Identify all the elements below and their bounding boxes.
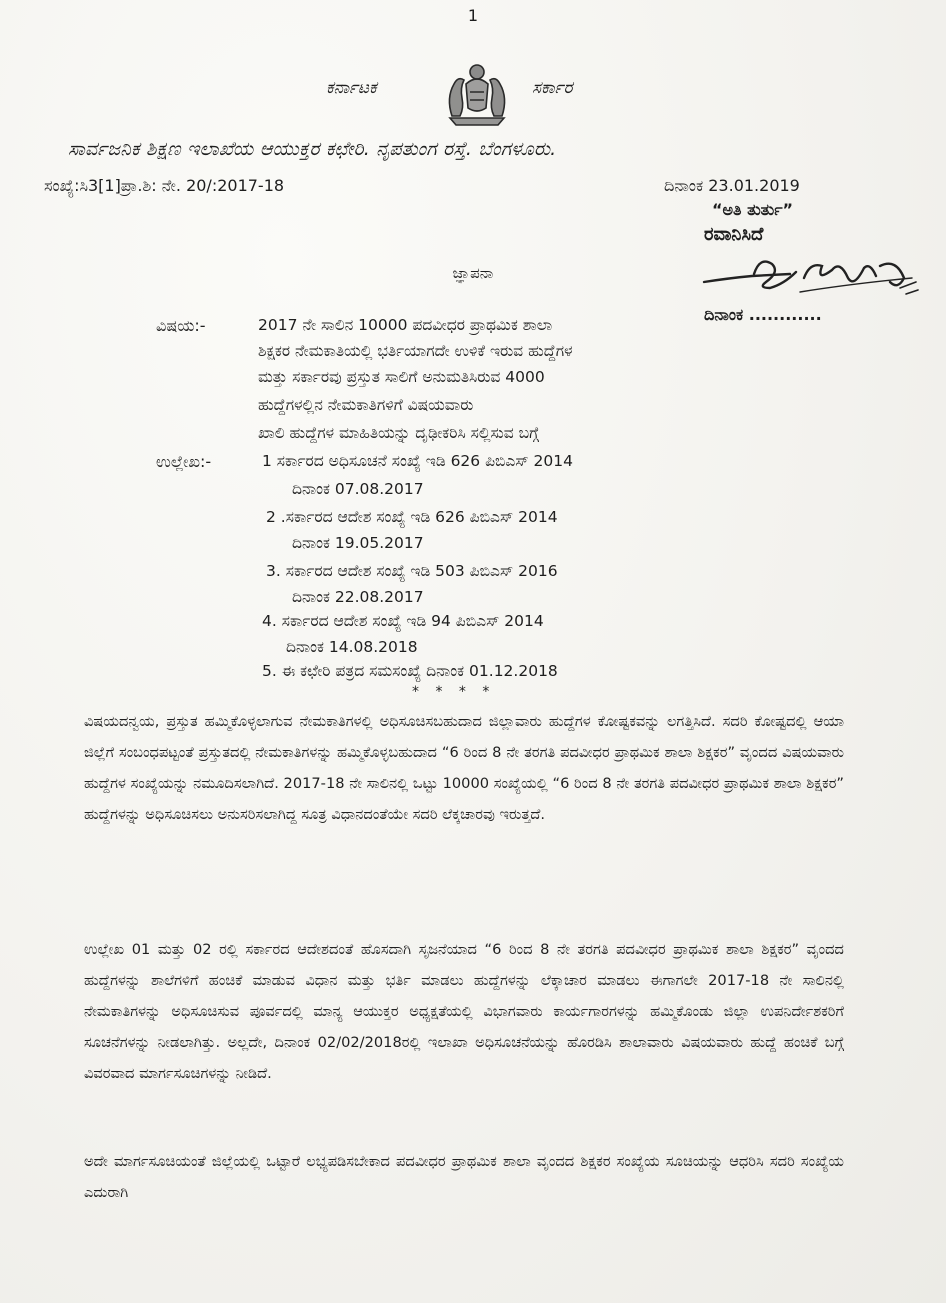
letter-date: ದಿನಾಂಕ 23.01.2019: [664, 176, 800, 195]
subject-line: ಮತ್ತು ಸರ್ಕಾರವು ಪ್ರಸ್ತುತ ಸಾಲಿಗೆ ಅನುಮತಿಸಿರುವ 4000: [258, 368, 545, 386]
gov-title-left: ಕರ್ನಾಟಕ: [326, 78, 377, 98]
gov-title-right: ಸರ್ಕಾರ: [532, 78, 573, 98]
reference-item: 4. ಸರ್ಕಾರದ ಆದೇಶ ಸಂಖ್ಯೆ ಇಡಿ 94 ಪಿಬಿಎಸ್ 2014: [262, 612, 544, 630]
references-label: ಉಲ್ಲೇಖ:-: [156, 452, 212, 471]
reference-date: ದಿನಾಂಕ 19.05.2017: [292, 534, 424, 552]
memo-title: ಜ್ಞಾಪನಾ: [452, 264, 494, 282]
dispatch-date: ದಿನಾಂಕ ............: [704, 305, 822, 324]
urgent-label: “ಅತಿ ತುರ್ತು”: [712, 200, 794, 219]
subject-line: ಖಾಲಿ ಹುದ್ದೆಗಳ ಮಾಹಿತಿಯನ್ನು ದೃಢೀಕರಿಸಿ ಸಲ್ಲಿಸುವ ಬಗ್ಗೆ: [258, 424, 539, 442]
reference-item: 3. ಸರ್ಕಾರದ ಆದೇಶ ಸಂಖ್ಯೆ ಇಡಿ 503 ಪಿಬಿಎಸ್ 2016: [266, 562, 558, 580]
state-emblem-icon: [436, 58, 518, 128]
reference-number: ಸಂಖ್ಯೆ:ಸಿ3[1]ಪ್ರಾ.ಶಿ: ನೇ. 20/:2017-18: [44, 176, 285, 195]
subject-line: ಹುದ್ದೆಗಳಲ್ಲಿನ ನೇಮಕಾತಿಗಳಿಗೆ ವಿಷಯವಾರು: [258, 396, 474, 414]
body-paragraph: ಅದೇ ಮಾರ್ಗಸೂಚಿಯಂತೆ ಜಿಲ್ಲೆಯಲ್ಲಿ ಒಟ್ಟಾರೆ ಲಭ್ಯಪಡಿಸಬೇಕಾದ ಪದವೀಧರ ಪ್ರಾಥಮಿಕ ಶಾಲಾ ವೃಂದದ ಶಿಕ್ಷಕರ ಸಂಖ್ಯೆಯ ಸೂಚಿಯನ್ನು ಆಧರಿಸಿ ಸದರಿ ಸಂಖ್ಯೆಯ ಎದುರಾಗಿ: [84, 1153, 844, 1201]
subject-line: 2017 ನೇ ಸಾಲಿನ 10000 ಪದವೀಧರ ಪ್ರಾಥಮಿಕ ಶಾಲಾ: [258, 316, 553, 334]
office-name: ಸಾರ್ವಜನಿಕ ಶಿಕ್ಷಣ ಇಲಾಖೆಯ ಆಯುಕ್ತರ ಕಛೇರಿ. ನೃಪತುಂಗ ರಸ್ತೆ. ಬೆಂಗಳೂರು.: [68, 138, 557, 160]
reference-date: ದಿನಾಂಕ 14.08.2018: [286, 638, 418, 656]
reference-item: 5. ಈ ಕಛೇರಿ ಪತ್ರದ ಸಮಸಂಖ್ಯೆ ದಿನಾಂಕ 01.12.2018: [262, 662, 558, 680]
subject-label: ವಿಷಯ:-: [156, 316, 206, 335]
body-paragraph: ವಿಷಯದನ್ವಯ, ಪ್ರಸ್ತುತ ಹಮ್ಮಿಕೊಳ್ಳಲಾಗುವ ನೇಮಕಾತಿಗಳಲ್ಲಿ ಅಧಿಸೂಚಿಸಬಹುದಾದ ಜಿಲ್ಲಾವಾರು ಹುದ್ದೆಗಳ ಕೋಷ್ಟಕವನ್ನು ಲಗತ್ತಿಸಿದೆ. ಸದರಿ ಕೋಷ್ಟದಲ್ಲಿ ಆಯಾ ಜಿಲ್ಲೆಗೆ ಸಂಬಂಧಪಟ್ಟಂತೆ ಪ್ರಸ್ತುತದಲ್ಲಿ ನೇಮಕಾತಿಗಳನ್ನು ಹಮ್ಮಿಕೊಳ್ಳಬಹುದಾದ “6 ರಿಂದ 8 ನೇ ತರಗತಿ ಪದವೀಧರ ಪ್ರಾಥಮಿಕ ಶಾಲಾ ಶಿಕ್ಷಕರ” ವೃಂದದ ವಿಷಯವಾರು ಹುದ್ದೆಗಳ ಸಂಖ್ಯೆಯನ್ನು ನಮೂದಿಸಲಾಗಿದೆ. 2017-18 ನೇ ಸಾಲಿನಲ್ಲಿ ಒಟ್ಟು 10000 ಸಂಖ್ಯೆಯಲ್ಲಿ “6 ರಿಂದ 8 ನೇ ತರಗತಿ ಪದವೀಧರ ಪ್ರಾಥಮಿಕ ಶಾಲಾ ಶಿಕ್ಷಕರ” ಹುದ್ದೆಗಳನ್ನು ಅಧಿಸೂಚಿಸಲು ಅನುಸರಿಸಲಾಗಿದ್ದ ಸೂತ್ರ ವಿಧಾನದಂತೆಯೇ ಸದರಿ ಲೆಕ್ಕಚಾರವು ಇರುತ್ತದೆ.: [84, 713, 844, 823]
reference-date: ದಿನಾಂಕ 22.08.2017: [292, 588, 424, 606]
body-paragraph: ಉಲ್ಲೇಖ 01 ಮತ್ತು 02 ರಲ್ಲಿ ಸರ್ಕಾರದ ಆದೇಶದಂತೆ ಹೊಸದಾಗಿ ಸೃಜನೆಯಾದ “6 ರಿಂದ 8 ನೇ ತರಗತಿ ಪದವೀಧರ ಪ್ರಾಥಮಿಕ ಶಾಲಾ ಶಿಕ್ಷಕರ” ವೃಂದದ ಹುದ್ದೆಗಳನ್ನು ಶಾಲೆಗಳಿಗೆ ಹಂಚಿಕೆ ಮಾಡುವ ವಿಧಾನ ಮತ್ತು ಭರ್ತಿ ಮಾಡಲು ಹುದ್ದೆಗಳನ್ನು ಲೆಕ್ಕಾಚಾರ ಮಾಡಲು ಈಗಾಗಲೇ 2017-18 ನೇ ಸಾಲಿನಲ್ಲಿ ನೇಮಕಾತಿಗಳನ್ನು ಅಧಿಸೂಚಿಸುವ ಪೂರ್ವದಲ್ಲಿ ಮಾನ್ಯ ಆಯುಕ್ತರ ಅಧ್ಯಕ್ಷತೆಯಲ್ಲಿ ವಿಭಾಗವಾರು ಕಾರ್ಯಗಾರಗಳನ್ನು ಹಮ್ಮಿಕೊಂಡು ಜಿಲ್ಲಾ ಉಪನಿರ್ದೇಶಕರಿಗೆ ಸೂಚನೆಗಳನ್ನು ನೀಡಲಾಗಿತ್ತು. ಅಲ್ಲದೇ, ದಿನಾಂಕ 02/02/2018ರಲ್ಲಿ ಇಲಾಖಾ ಅಧಿಸೂಚನೆಯನ್ನು ಹೊರಡಿಸಿ ಶಾಲಾವಾರು ವಿಷಯವಾರು ಹುದ್ದೆ ಹಂಚಿಕೆ ಬಗ್ಗೆ ವಿವರವಾದ ಮಾರ್ಗಸೂಚಿಗಳನ್ನು ನೀಡಿದೆ.: [84, 941, 844, 1082]
section-divider: * * * *: [412, 684, 496, 700]
reference-date: ದಿನಾಂಕ 07.08.2017: [292, 480, 424, 498]
page-number: 1: [467, 6, 479, 25]
reference-item: 2 .ಸರ್ಕಾರದ ಆದೇಶ ಸಂಖ್ಯೆ ಇಡಿ 626 ಪಿಬಿಎಸ್ 2014: [266, 508, 558, 526]
dispatched-stamp: ರವಾನಿಸಿದೆ: [704, 224, 764, 245]
reference-item: 1 ಸರ್ಕಾರದ ಅಧಿಸೂಚನೆ ಸಂಖ್ಯೆ ಇಡಿ 626 ಪಿಬಿಎಸ್ 2014: [262, 452, 574, 470]
subject-line: ಶಿಕ್ಷಕರ ನೇಮಕಾತಿಯಲ್ಲಿ ಭರ್ತಿಯಾಗದೇ ಉಳಿಕೆ ಇರುವ ಹುದ್ದೆಗಳ: [258, 342, 573, 360]
